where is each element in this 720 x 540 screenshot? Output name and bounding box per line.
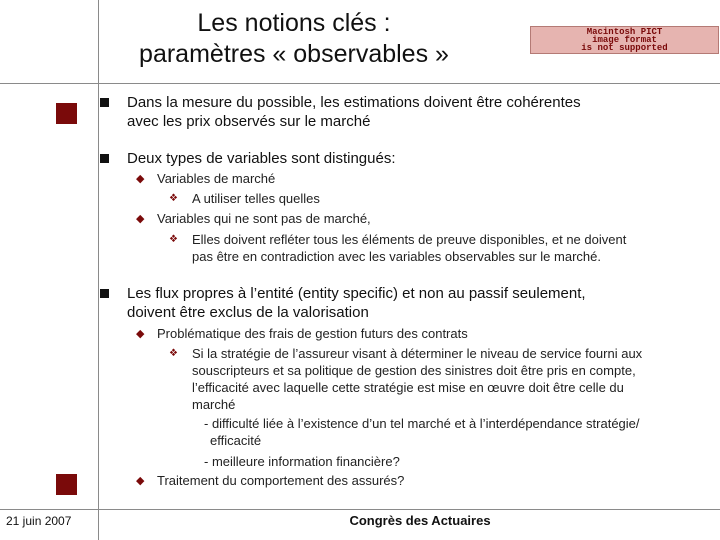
- bullet-3-dash-1-line-2: efficacité: [210, 433, 262, 448]
- accent-square-bottom: [56, 474, 77, 495]
- bullet-2-sub-2a-line-1: Elles doivent refléter tous les éléments de preuve disponibles, et ne doivent: [192, 232, 627, 247]
- vertical-rule: [98, 0, 99, 540]
- bullet-2-sub-2a-line-2: pas être en contradiction avec les variables observables sur le marché.: [192, 249, 601, 264]
- bullet-2-sub-1a: A utiliser telles quelles: [192, 191, 320, 206]
- header-rule: [0, 83, 720, 84]
- square-bullet-icon: [100, 98, 109, 107]
- four-diamond-bullet-icon: ❖: [169, 193, 178, 204]
- bullet-3-sub-1a-line-2: souscripteurs et sa politique de gestion des sinistres doit être pris en compte,: [192, 363, 636, 378]
- diamond-bullet-icon: ◆: [136, 213, 145, 225]
- footer-rule: [0, 509, 720, 510]
- title-line-2: paramètres « observables »: [139, 40, 449, 68]
- bullet-1-line-2: avec les prix observés sur le marché: [127, 113, 371, 130]
- placeholder-line-2: image format: [592, 35, 657, 45]
- placeholder-line-3: is not supported: [581, 43, 668, 53]
- four-diamond-bullet-icon: ❖: [169, 234, 178, 245]
- bullet-2-line-1: Deux types de variables sont distingués:: [127, 150, 396, 167]
- bullet-2-sub-1: Variables de marché: [157, 171, 276, 186]
- accent-square-top: [56, 103, 77, 124]
- bullet-3-dash-1-line-1: - difficulté liée à l’existence d’un tel marché et à l’interdépendance stratégie/: [204, 416, 640, 431]
- bullet-3-sub-2: Traitement du comportement des assurés?: [157, 473, 405, 488]
- bullet-2-sub-2: Variables qui ne sont pas de marché,: [157, 211, 371, 226]
- footer-date: 21 juin 2007: [6, 514, 72, 528]
- diamond-bullet-icon: ◆: [136, 475, 145, 487]
- placeholder-line-1: Macintosh PICT: [586, 27, 663, 37]
- slide-title: [104, 8, 484, 70]
- bullet-3-sub-1a-line-1: Si la stratégie de l’assureur visant à déterminer le niveau de service fourni aux: [192, 346, 643, 361]
- bullet-1-line-1: Dans la mesure du possible, les estimations doivent être cohérentes: [127, 94, 581, 111]
- footer-title: Congrès des Actuaires: [349, 513, 491, 528]
- diamond-bullet-icon: ◆: [136, 328, 145, 340]
- bullet-3-sub-1a-line-4: marché: [192, 397, 236, 412]
- diamond-bullet-icon: ◆: [136, 173, 145, 185]
- bullet-3-line-2: doivent être exclus de la valorisation: [127, 304, 369, 321]
- four-diamond-bullet-icon: ❖: [169, 348, 178, 359]
- unsupported-image-placeholder: [530, 26, 719, 54]
- bullet-3-dash-2: - meilleure information financière?: [204, 454, 400, 469]
- title-line-1: Les notions clés :: [197, 9, 391, 37]
- bullet-3-sub-1: Problématique des frais de gestion futurs des contrats: [157, 326, 468, 341]
- bullet-3-line-1: Les flux propres à l’entité (entity specific) et non au passif seulement,: [127, 285, 586, 302]
- square-bullet-icon: [100, 154, 109, 163]
- bullet-3-sub-1a-line-3: l’efficacité avec laquelle cette stratégie est mise en œuvre doit être celle du: [192, 380, 624, 395]
- square-bullet-icon: [100, 289, 109, 298]
